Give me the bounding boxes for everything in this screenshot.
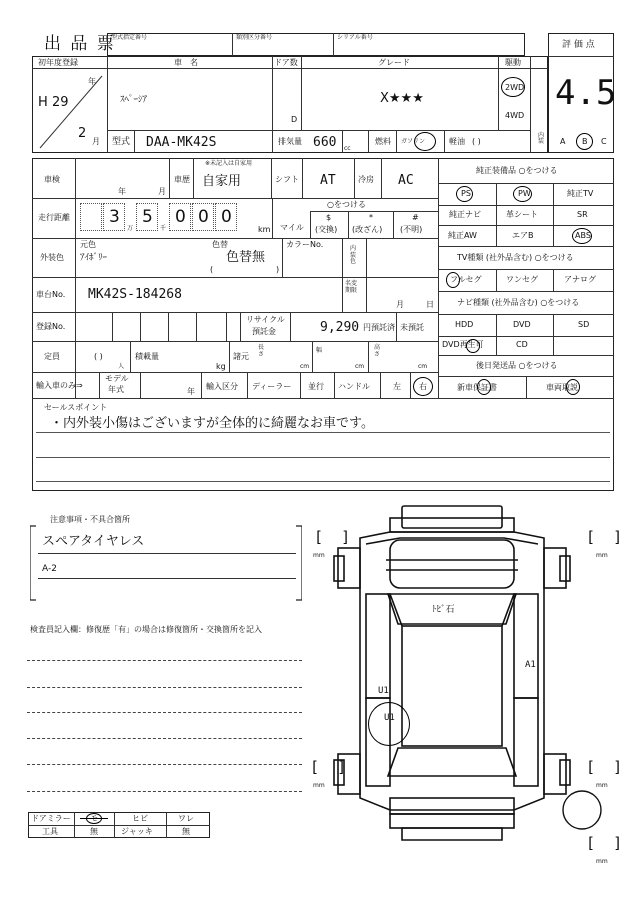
color-no-label: カラーNo. xyxy=(286,240,324,249)
fuel-light-oil: 軽油 xyxy=(449,137,465,146)
mile-label: マイル xyxy=(280,223,304,232)
color-label: 外装色 xyxy=(40,253,64,262)
capacity-label: 定員 xyxy=(44,352,60,361)
car-name-value: ｽﾍﾟｰｼｱ xyxy=(120,95,148,105)
reg-year: 29 xyxy=(52,95,69,110)
circle-right xyxy=(413,377,433,396)
grade-label: グレード xyxy=(378,58,410,67)
drive-4wd: 4WD xyxy=(505,111,525,120)
form-title: 出 品 票 xyxy=(44,34,116,54)
interior-color-label: 内装色 xyxy=(350,245,357,266)
mileage-digit-4: 0 xyxy=(198,207,209,227)
serial-label: シリアル番号 xyxy=(337,34,373,41)
notes-label: 注意事項・不具合箇所 xyxy=(50,515,130,524)
chassis-label: 車台No. xyxy=(36,290,66,299)
interior-label: 内装 xyxy=(538,132,545,145)
equip-pw: PW xyxy=(518,189,531,198)
mark-a1: A1 xyxy=(525,660,536,670)
score-value: 4.5 xyxy=(555,73,617,113)
notes-line2: A-2 xyxy=(42,564,57,574)
mileage-digit-3: 0 xyxy=(175,207,186,227)
inspection-label: 車検 xyxy=(44,175,60,184)
recycle-label-1: リサイクル xyxy=(246,315,285,324)
mileage-digit-5: 0 xyxy=(221,207,232,227)
displacement-label: 排気量 xyxy=(278,137,302,146)
history-value: 自家用 xyxy=(202,174,242,189)
circle-interior-b xyxy=(576,133,593,150)
displacement-value: 660 xyxy=(313,135,337,150)
chassis-value: MK42S-184268 xyxy=(88,287,182,302)
reg-no-label: 登録No. xyxy=(36,322,66,331)
equip-ps: PS xyxy=(461,189,471,198)
circle-2wd xyxy=(501,77,525,97)
right-label: 右 xyxy=(419,382,427,391)
fuel-gasoline: ガソリン xyxy=(401,138,426,145)
original-color-value: ｱｲﾎﾞﾘｰ xyxy=(80,253,108,263)
name-change-label: 名変期限 xyxy=(345,280,358,294)
circle-gasoline xyxy=(414,132,436,151)
mileage-digit-2: 5 xyxy=(142,207,153,227)
notes-bracket xyxy=(30,520,302,604)
mark-u1-b: U1 xyxy=(384,713,395,723)
door-label: ドア数 xyxy=(274,58,298,67)
handle-label: ハンドル xyxy=(338,382,370,391)
reg-month: 2 xyxy=(78,126,87,141)
fuel-label: 燃料 xyxy=(375,137,391,146)
mark-tobiishi: ﾄﾋﾞ石 xyxy=(432,605,455,615)
genuine-title: 純正装備品 ○をつける xyxy=(476,166,558,175)
mirror-motor: モ xyxy=(90,814,98,823)
first-reg-label: 初年度登録 xyxy=(38,58,78,67)
navi-dvd-play: DVD再生可 xyxy=(442,340,484,349)
circle-u1 xyxy=(368,702,410,746)
notes-line1: スペアタイヤレス xyxy=(42,534,145,549)
car-diagram xyxy=(330,498,575,888)
dims-label: 諸元 xyxy=(233,352,249,361)
drive-label: 駆動 xyxy=(505,58,521,67)
drive-2wd: 2WD xyxy=(505,83,525,92)
category-label: 類別区分番号 xyxy=(236,34,273,41)
interior-b: B xyxy=(582,137,588,146)
door-value: D xyxy=(291,115,298,124)
inspector-label: 検査員記入欄：修復歴「有」の場合は修復箇所・交換箇所を記入 xyxy=(30,625,262,634)
model-designation-label: 型式指定番号 xyxy=(111,34,148,41)
equip-abs: ABS xyxy=(575,231,591,240)
recycle-value: 9,290 xyxy=(320,320,360,335)
history-label: 車歴 xyxy=(174,175,190,184)
ac-value: AC xyxy=(398,173,414,188)
spare-tire-circle xyxy=(560,788,604,832)
mark-u1-a: U1 xyxy=(378,686,389,696)
shift-label: シフト xyxy=(275,175,299,184)
grade-value: X★★★ xyxy=(380,91,424,106)
mileage-digit-1: 3 xyxy=(109,207,120,227)
recycle-label-2: 預託金 xyxy=(252,327,276,336)
sales-label: セールスポイント xyxy=(44,403,108,412)
import-label: 輸入車のみ⇒ xyxy=(36,381,83,390)
model-label: 型式 xyxy=(112,137,131,147)
sales-text: ・内外装小傷はございますが全体的に綺麗なお車です。 xyxy=(50,416,374,431)
score-label: 評 価 点 xyxy=(562,40,595,50)
later-manual: 車両取説 xyxy=(546,383,578,392)
header-id-box xyxy=(107,33,525,56)
shift-value: AT xyxy=(320,173,336,188)
later-title: 後日発送品 ○をつける xyxy=(476,361,558,370)
tv-fullseg: フルセグ xyxy=(450,275,482,284)
model-value: DAA-MK42S xyxy=(146,135,217,150)
repaint-value: 色替無 xyxy=(226,250,266,265)
mileage-label: 走行距離 xyxy=(38,213,70,222)
tv-title: TV種類 (社外品含む) ○をつける xyxy=(457,253,574,262)
navi-title: ナビ種類 (社外品含む) ○をつける xyxy=(457,298,580,307)
car-name-label: 車 名 xyxy=(174,58,198,67)
ac-label: 冷房 xyxy=(358,175,374,184)
load-label: 積載量 xyxy=(135,352,159,361)
later-warranty: 新車保証書 xyxy=(457,383,497,392)
reg-era: H xyxy=(38,95,48,110)
